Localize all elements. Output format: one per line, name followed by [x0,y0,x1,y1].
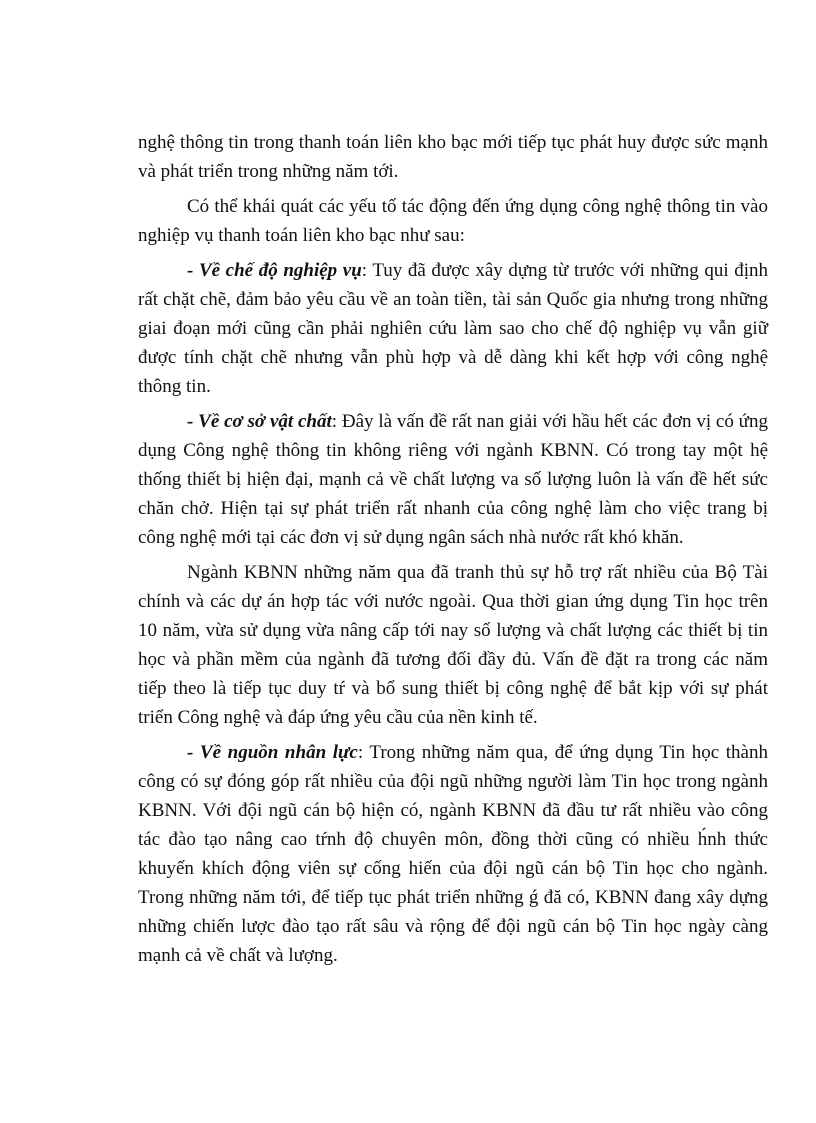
paragraph-heading: - Về nguồn nhân lực [187,742,358,763]
paragraph-human-resources [138,738,768,970]
paragraph-infrastructure [138,407,768,552]
paragraph-text: Ngành KBNN những năm qua đã tranh thủ sự hỗ trợ rất nhiều của Bộ Tài chính và các dự án hợp tác với nước ngoài. Qua thời gian ứng dụng Tin học trên 10 năm, vừa sử dụng vừa nâng cấp tới nay số lượng và chất lượng các thiết bị tin học và phần mềm của ngành đã tương đối đầy đủ. Vấn đề đặt ra trong các năm tiếp theo là tiếp tục duy tŕ và bổ sung thiết bị công nghệ để bắt kịp với sự phát triển Công nghệ và đáp ứng yêu cầu của nền kinh tế. [138,562,768,728]
paragraph-kbnn-support [138,558,768,732]
paragraph-heading: - Về cơ sở vật chất [187,411,332,432]
paragraph-heading: - Về chế độ nghiệp vụ [187,260,362,281]
paragraph-text: : Đây là vấn đề rất nan giải với hầu hết các đơn vị có ứng dụng Công nghệ thông tin không riêng với ngành KBNN. Có trong tay một hệ thống thiết bị hiện đại, mạnh cả về chất lượng va số lượng luôn là vấn đề hết sức chăn chở. Hiện tại sự phát triển rất nhanh của công nghệ làm cho việc trang bị công nghệ mới tại các đơn vị sử dụng ngân sách nhà nước rất khó khăn. [138,411,768,548]
paragraph-business-regime [138,256,768,401]
paragraph-text: Có thể khái quát các yếu tố tác động đến ứng dụng công nghệ thông tin vào nghiệp vụ thanh toán liên kho bạc như sau: [138,196,768,246]
paragraph-text: : Trong những năm qua, để ứng dụng Tin học thành công có sự đóng góp rất nhiều của đội ngũ những người làm Tin học trong ngành KBNN. Với đội ngũ cán bộ hiện có, ngành KBNN đã đầu tư rất nhiều vào công tác đào tạo nâng cao tŕnh độ chuyên môn, đồng thời cũng có nhiều h́nh thức khuyến khích động viên sự cống hiến của đội ngũ cán bộ Tin học cho ngành. Trong những năm tới, để tiếp tục phát triển những ǵ đă có, KBNN đang xây dựng những chiến lược đào tạo rất sâu và rộng để đội ngũ cán bộ Tin học ngày càng mạnh cả về chất và lượng. [138,742,768,966]
paragraph-text: nghệ thông tin trong thanh toán liên kho bạc mới tiếp tục phát huy được sức mạnh và phát triển trong những năm tới. [138,132,768,182]
document-page [138,128,768,976]
paragraph-text: : Tuy đã được xây dựng từ trước với những qui định rất chặt chẽ, đảm bảo yêu cầu về an toàn tiền, tài sản Quốc gia nhưng trong những giai đoạn mới cũng cần phải nghiên cứu làm sao cho chế độ nghiệp vụ vẫn giữ được tính chặt chẽ nhưng vẫn phù hợp và dễ dàng khi kết hợp với công nghệ thông tin. [138,260,768,397]
paragraph-continuation [138,128,768,186]
paragraph-intro [138,192,768,250]
